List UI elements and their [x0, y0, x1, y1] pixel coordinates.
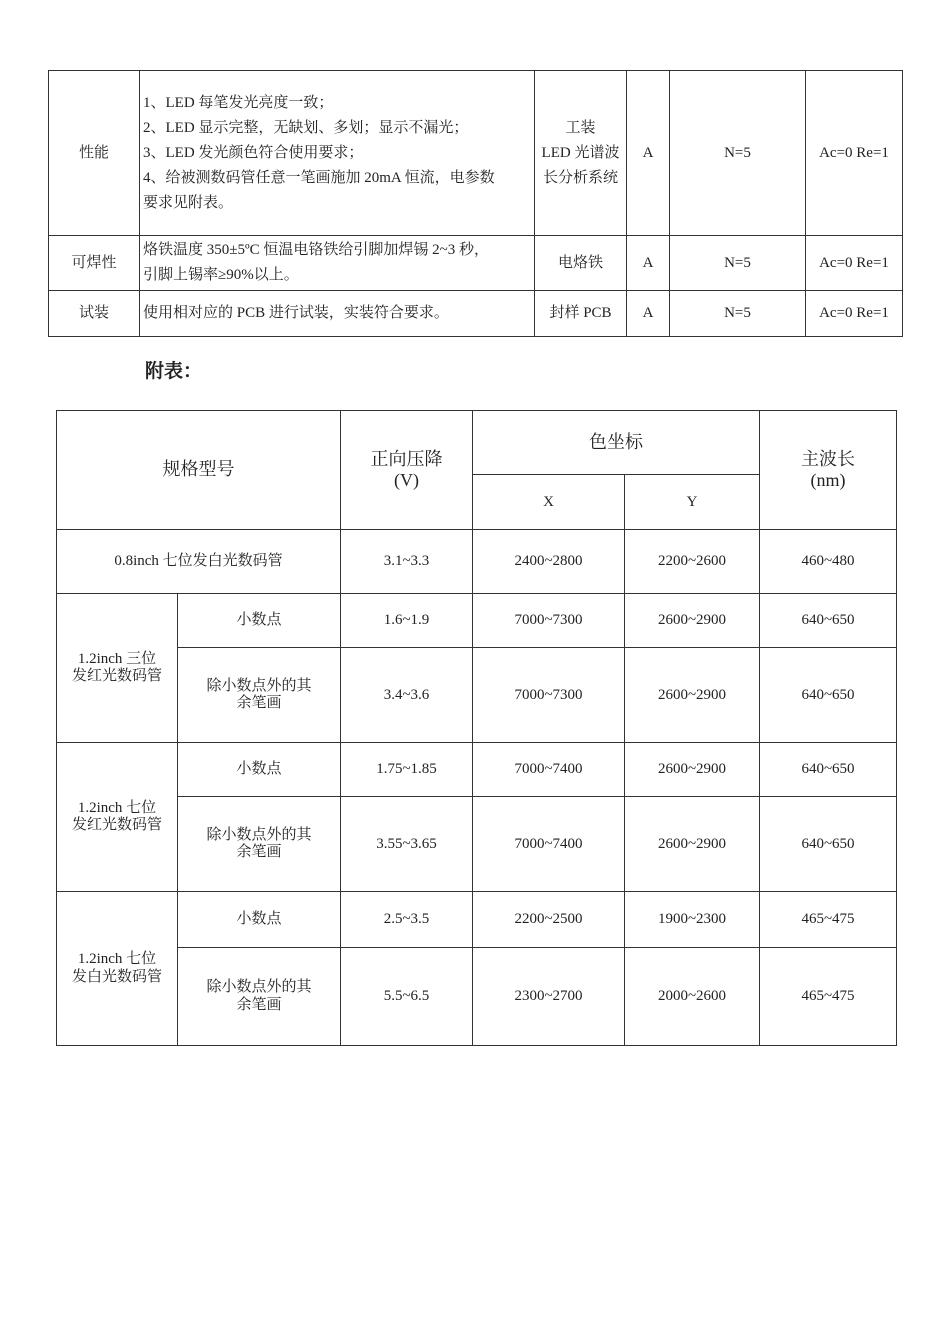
y-cell: 2600~2900: [625, 743, 760, 797]
requirement-line: 2、LED 显示完整，无缺划、多划；显示不漏光；: [143, 119, 469, 136]
requirement-cell: [140, 71, 535, 236]
requirement-line: 1、LED 每笔发光亮度一致；: [143, 94, 334, 111]
requirement-line: 3、LED 发光颜色符合使用要求；: [143, 144, 364, 161]
wavelength-header: [760, 411, 897, 530]
model-line: 1.2inch 三位: [77, 650, 157, 667]
level-cell: A: [627, 236, 670, 291]
x-cell: 2400~2800: [473, 530, 625, 594]
wavelength-cell: 640~650: [760, 594, 897, 648]
part-cell: 小数点: [178, 594, 341, 648]
criteria-cell: Ac=0 Re=1: [806, 71, 903, 236]
criteria-cell: Ac=0 Re=1: [806, 236, 903, 291]
part-cell: [178, 648, 341, 743]
wavelength-cell: 640~650: [760, 743, 897, 797]
tool-cell: [535, 71, 627, 236]
sample-cell: N=5: [670, 71, 806, 236]
tool-line: LED 光谱波: [541, 144, 620, 161]
part-cell: 小数点: [178, 743, 341, 797]
model-line: 发红光数码管: [71, 668, 162, 684]
inspection-table: [48, 70, 903, 337]
voltage-cell: 3.1~3.3: [341, 530, 473, 594]
part-line: 余笔画: [236, 695, 282, 711]
item-cell: 试装: [49, 291, 140, 337]
wavelength-cell: 465~475: [760, 892, 897, 948]
part-line: 除小数点外的其: [206, 826, 312, 843]
wavelength-header-line1: 主波长: [801, 449, 855, 470]
wavelength-cell: 460~480: [760, 530, 897, 594]
y-header: Y: [625, 475, 760, 530]
x-cell: 2200~2500: [473, 892, 625, 948]
tool-line: 封样 PCB: [549, 305, 612, 321]
wavelength-header-line2: (nm): [810, 470, 846, 490]
table-row: [57, 594, 897, 648]
voltage-header-line2: (V): [394, 470, 419, 490]
model-cell: [57, 594, 178, 743]
requirement-cell: [140, 236, 535, 291]
part-line: 余笔画: [236, 996, 282, 1013]
x-cell: 7000~7400: [473, 743, 625, 797]
voltage-header: [341, 411, 473, 530]
y-cell: 2600~2900: [625, 594, 760, 648]
model-line: 1.2inch 七位: [77, 799, 157, 816]
x-header: X: [473, 475, 625, 530]
table-row: [49, 291, 903, 337]
voltage-cell: 5.5~6.5: [341, 948, 473, 1046]
voltage-cell: 3.4~3.6: [341, 648, 473, 743]
table-row: [57, 648, 897, 743]
sample-cell: N=5: [670, 236, 806, 291]
y-cell: 2600~2900: [625, 797, 760, 892]
y-cell: 2600~2900: [625, 648, 760, 743]
model-line: 1.2inch 七位: [77, 951, 157, 968]
voltage-cell: 1.75~1.85: [341, 743, 473, 797]
requirement-line: 引脚上锡率≥90%以上。: [143, 267, 299, 283]
spec-header: 规格型号: [57, 411, 341, 530]
tool-cell: [535, 291, 627, 337]
item-cell: 性能: [49, 71, 140, 236]
model-cell: [57, 892, 178, 1046]
part-cell: [178, 948, 341, 1046]
voltage-cell: 2.5~3.5: [341, 892, 473, 948]
part-cell: [178, 797, 341, 892]
sample-cell: N=5: [670, 291, 806, 337]
voltage-cell: 1.6~1.9: [341, 594, 473, 648]
y-cell: 1900~2300: [625, 892, 760, 948]
annex-table: [56, 410, 897, 1046]
table-row: [57, 948, 897, 1046]
model-line: 发红光数码管: [71, 817, 162, 833]
table-row: [57, 530, 897, 594]
requirement-line: 使用相对应的 PCB 进行试装，实装符合要求。: [143, 305, 449, 321]
y-cell: 2000~2600: [625, 948, 760, 1046]
wavelength-cell: 465~475: [760, 948, 897, 1046]
tool-line: 长分析系统: [542, 169, 618, 186]
x-cell: 2300~2700: [473, 948, 625, 1046]
x-cell: 7000~7300: [473, 648, 625, 743]
requirement-line: 要求见附表。: [143, 194, 234, 211]
model-cell: [57, 743, 178, 892]
model-cell: 0.8inch 七位发白光数码管: [57, 530, 341, 594]
level-cell: A: [627, 71, 670, 236]
requirement-line: 烙铁温度 350±5ºC 恒温电铬铁给引脚加焊锡 2~3 秒，: [143, 242, 490, 258]
voltage-header-line1: 正向压降: [370, 449, 443, 470]
part-line: 除小数点外的其: [206, 677, 312, 694]
part-line: 余笔画: [236, 844, 282, 860]
color-coordinate-header: 色坐标: [473, 411, 760, 475]
requirement-line: 4、给被测数码管任意一笔画施加 20mA 恒流，电参数: [143, 169, 495, 186]
header-row: [57, 411, 897, 475]
requirement-cell: [140, 291, 535, 337]
level-cell: A: [627, 291, 670, 337]
table-row: [49, 236, 903, 291]
voltage-cell: 3.55~3.65: [341, 797, 473, 892]
table-row: [57, 743, 897, 797]
x-cell: 7000~7300: [473, 594, 625, 648]
item-cell: 可焊性: [49, 236, 140, 291]
model-line: 发白光数码管: [71, 968, 162, 985]
annex-title: 附表：: [145, 360, 203, 382]
table-row: [57, 892, 897, 948]
table-row: [57, 797, 897, 892]
wavelength-cell: 640~650: [760, 648, 897, 743]
y-cell: 2200~2600: [625, 530, 760, 594]
wavelength-cell: 640~650: [760, 797, 897, 892]
part-line: 除小数点外的其: [206, 979, 312, 996]
part-cell: 小数点: [178, 892, 341, 948]
x-cell: 7000~7400: [473, 797, 625, 892]
tool-line: 工装: [565, 119, 596, 136]
tool-cell: [535, 236, 627, 291]
table-row: [49, 71, 903, 236]
tool-line: 电烙铁: [557, 254, 603, 271]
criteria-cell: Ac=0 Re=1: [806, 291, 903, 337]
